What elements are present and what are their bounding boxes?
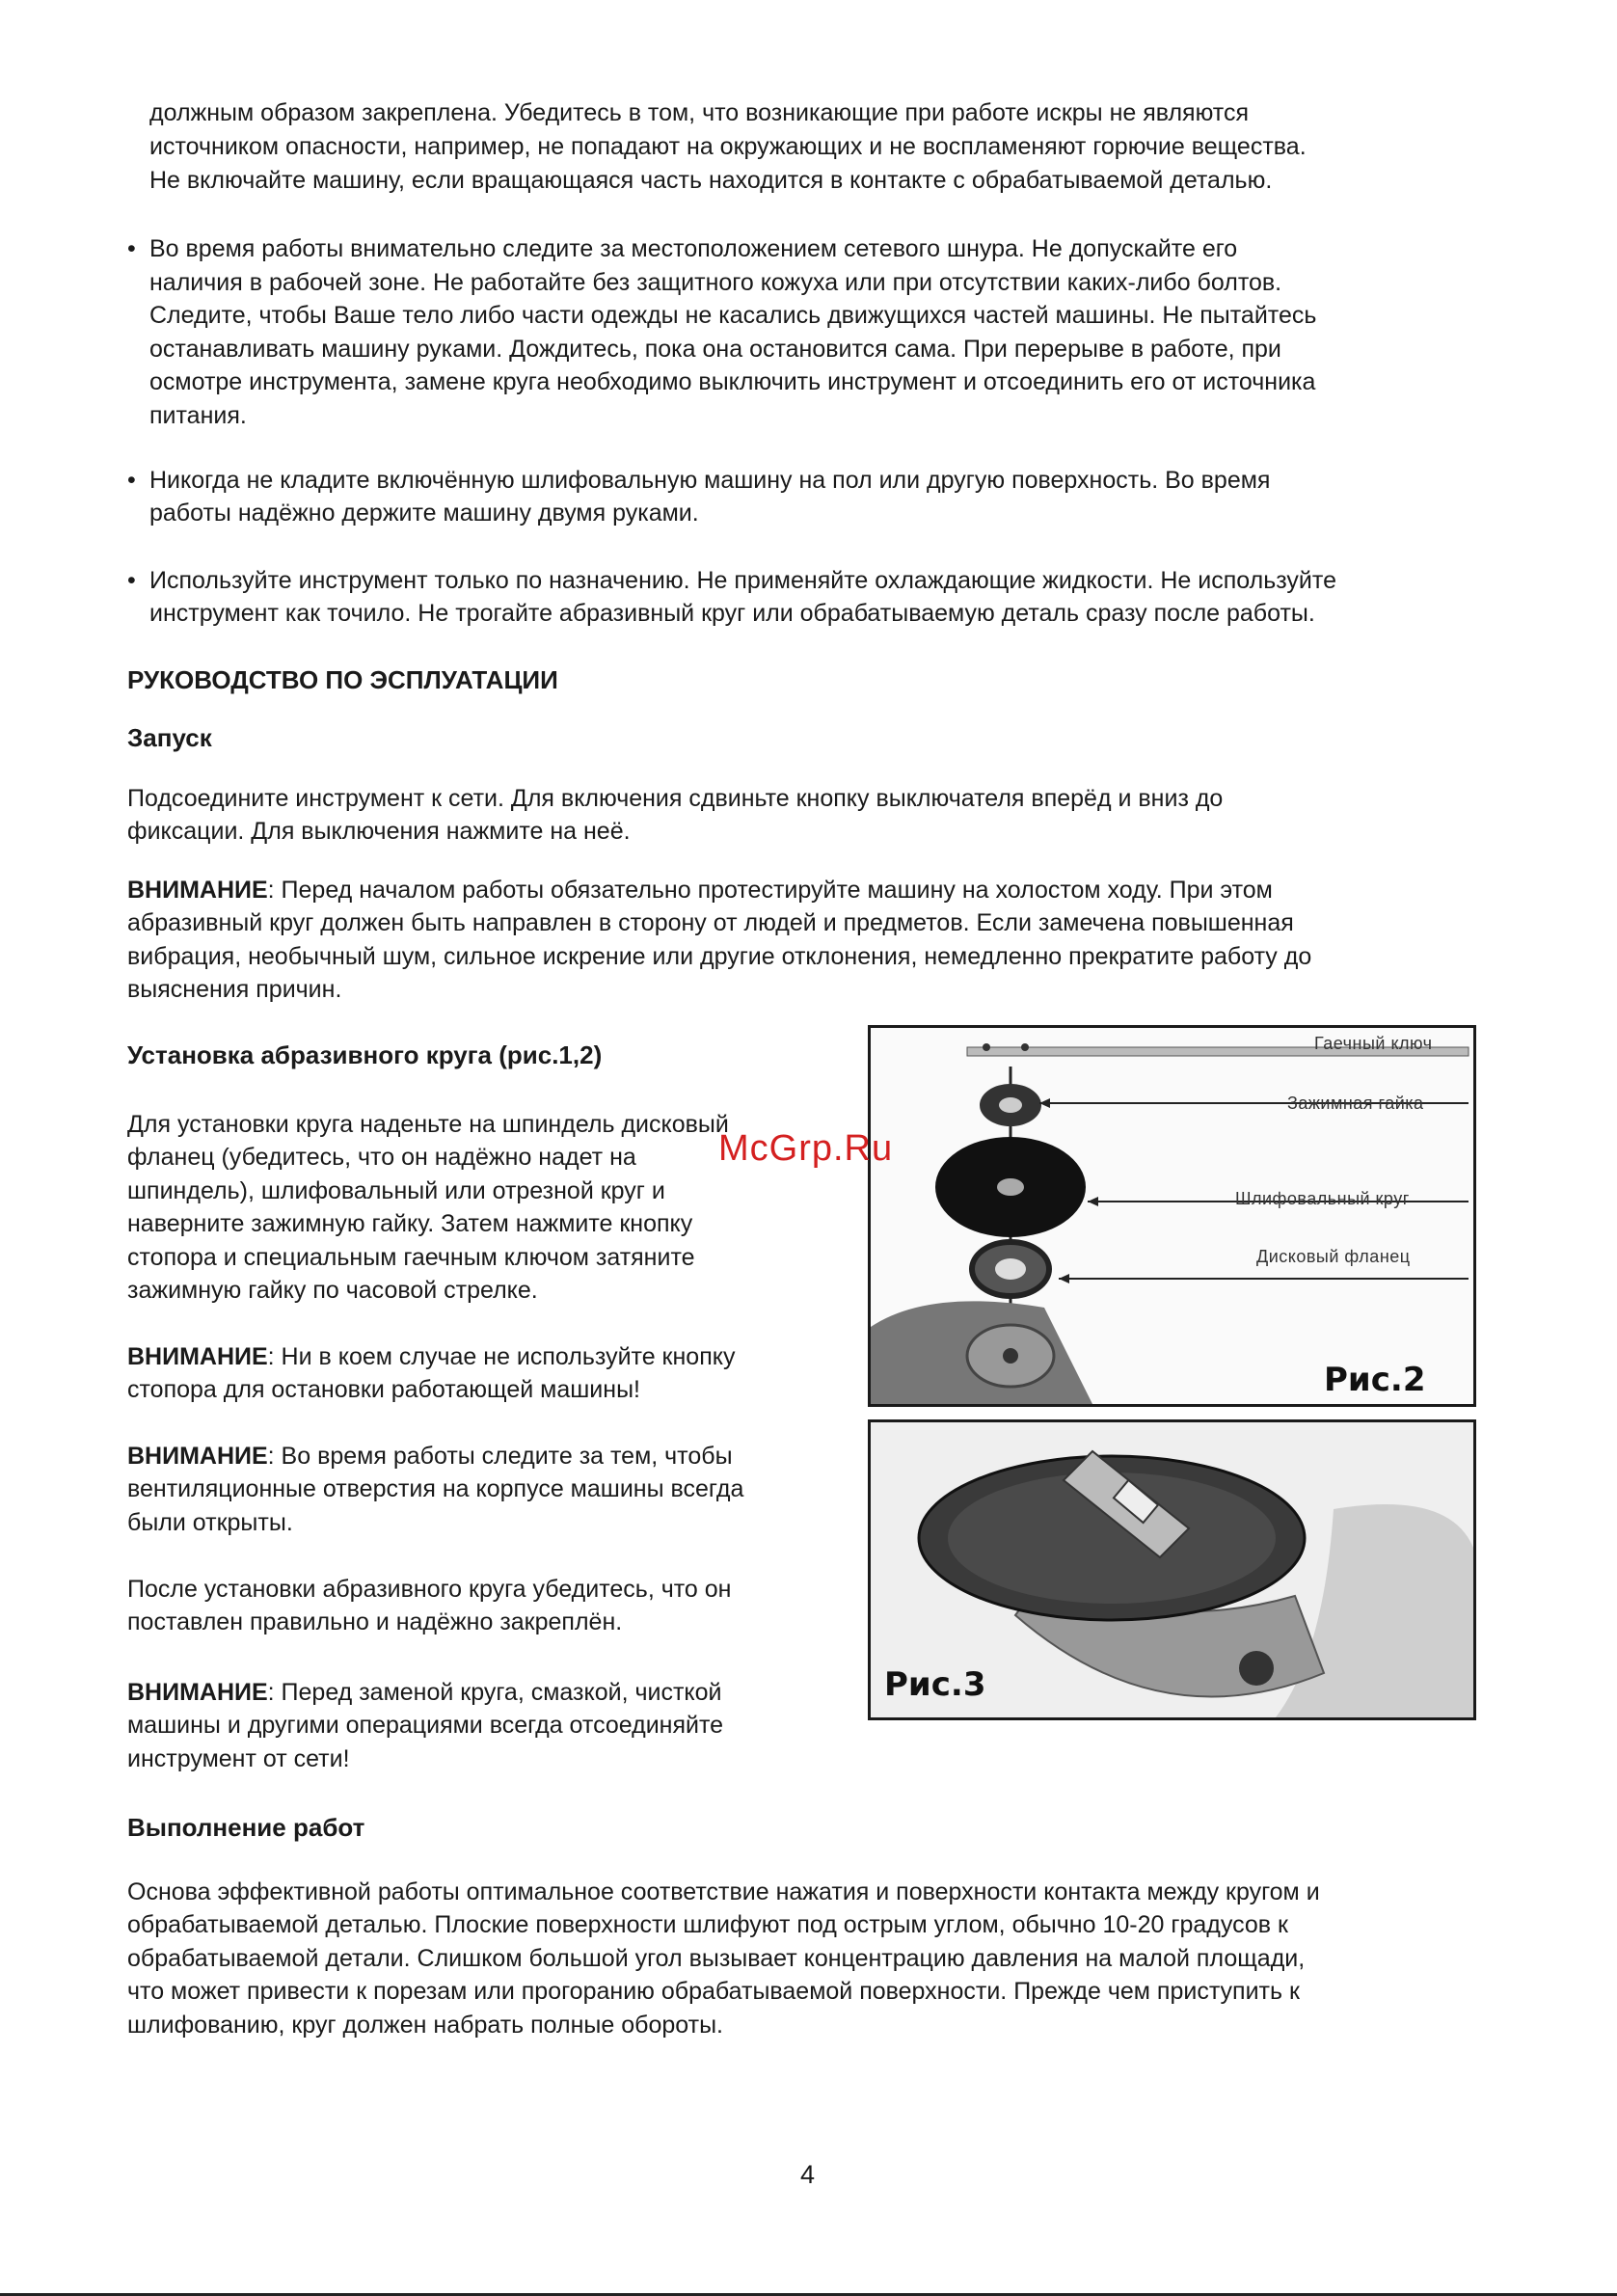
text-line: стопора для остановки работающей машины! bbox=[127, 1376, 640, 1403]
text-line: работы надёжно держите машину двумя руками. bbox=[149, 500, 699, 527]
subsection-title-start: Запуск bbox=[127, 723, 212, 752]
text-line: инструмент как точило. Не трогайте абразивный круг или обрабатываемую деталь сразу после работы. bbox=[149, 600, 1315, 627]
figure-2-illustration bbox=[871, 1028, 1473, 1404]
warning-label: ВНИМАНИЕ bbox=[127, 1343, 268, 1370]
text-line: зажимную гайку по часовой стрелке. bbox=[127, 1277, 538, 1304]
label-grinding-disc: Шлифовальный круг bbox=[1235, 1189, 1410, 1208]
warning-text: : Перед началом работы обязательно протестируйте машину на холостом ходу. При этом bbox=[267, 877, 1273, 904]
text-line: были открыты. bbox=[127, 1509, 293, 1536]
warning-paragraph bbox=[127, 1340, 822, 1374]
text-line: шпиндель), шлифовальный или отрезной круг и bbox=[127, 1177, 665, 1204]
text-line: источником опасности, например, не попадают на окружающих и не воспламеняют горючие вещества. bbox=[149, 133, 1307, 160]
warning-text: : Во время работы следите за тем, чтобы bbox=[267, 1443, 733, 1470]
subsection-title-install: Установка абразивного круга (рис.1,2) bbox=[127, 1040, 603, 1069]
text-line: обрабатываемой деталью. Плоские поверхности шлифуют под острым углом, обычно 10-20 градусов к bbox=[127, 1911, 1288, 1938]
warning-text: : Ни в коем случае не используйте кнопку bbox=[267, 1343, 736, 1370]
figure-3-caption: Рис.3 bbox=[884, 1665, 986, 1704]
text-line: машины и другими операциями всегда отсоединяйте bbox=[127, 1712, 724, 1739]
warning-label: ВНИМАНИЕ bbox=[127, 1679, 268, 1706]
label-disc-flange: Дисковый фланец bbox=[1256, 1247, 1411, 1266]
text-line: Во время работы внимательно следите за местоположением сетевого шнура. Не допускайте его bbox=[149, 235, 1238, 262]
section-title: РУКОВОДСТВО ПО ЭСПЛУАТАЦИИ bbox=[127, 665, 558, 694]
bullet-marker: • bbox=[127, 467, 136, 494]
text-line: Для установки круга наденьте на шпиндель дисковый bbox=[127, 1111, 729, 1138]
text-line: фиксации. Для выключения нажмите на неё. bbox=[127, 818, 631, 845]
warning-paragraph bbox=[127, 1440, 822, 1473]
text-line: инструмент от сети! bbox=[127, 1745, 350, 1772]
text-line: обрабатываемой детали. Слишком большой угол вызывает концентрацию давления на малой площади, bbox=[127, 1945, 1306, 1972]
warning-paragraph bbox=[127, 1676, 822, 1710]
text-line: вентиляционные отверстия на корпусе машины всегда bbox=[127, 1475, 744, 1502]
figure-3 bbox=[868, 1419, 1476, 1720]
watermark: McGrp.Ru bbox=[718, 1128, 894, 1169]
text-line: абразивный круг должен быть направлен в сторону от людей и предметов. Если замечена повышенная bbox=[127, 909, 1294, 936]
warning-label: ВНИМАНИЕ bbox=[127, 877, 268, 904]
text-line: поставлен правильно и надёжно закреплён. bbox=[127, 1608, 623, 1635]
text-line: Никогда не кладите включённую шлифовальную машину на пол или другую поверхность. Во время bbox=[149, 467, 1271, 494]
warning-paragraph bbox=[127, 874, 1496, 907]
warning-label: ВНИМАНИЕ bbox=[127, 1443, 268, 1470]
text-line: фланец (убедитесь, что он надёжно надет на bbox=[127, 1144, 636, 1171]
text-line: шлифованию, круг должен набрать полные обороты. bbox=[127, 2012, 723, 2039]
text-line: Следите, чтобы Ваше тело либо части одежды не касались движущихся частей машины. Не пытайтесь bbox=[149, 302, 1317, 329]
text-line: Основа эффективной работы оптимальное соответствие нажатия и поверхности контакта между кругом и bbox=[127, 1878, 1320, 1905]
text-line: что может привести к порезам или прогоранию обрабатываемой поверхности. Прежде чем приступить к bbox=[127, 1978, 1300, 2005]
text-line: осмотре инструмента, замене круга необходимо выключить инструмент и отсоединить его от источника bbox=[149, 368, 1316, 395]
warning-text: : Перед заменой круга, смазкой, чисткой bbox=[267, 1679, 722, 1706]
figure-2 bbox=[868, 1025, 1476, 1407]
text-line: останавливать машину руками. Дождитесь, пока она остановится сама. При перерыве в работе, при bbox=[149, 336, 1281, 363]
bullet-marker: • bbox=[127, 235, 136, 262]
page-number: 4 bbox=[800, 2160, 816, 2189]
text-line: стопора и специальным гаечным ключом затяните bbox=[127, 1244, 695, 1271]
text-line: Подсоедините инструмент к сети. Для включения сдвиньте кнопку выключателя вперёд и вниз до bbox=[127, 785, 1224, 812]
text-line: вибрация, необычный шум, сильное искрение или другие отклонения, немедленно прекратите работу до bbox=[127, 943, 1312, 970]
subsection-title-work: Выполнение работ bbox=[127, 1813, 365, 1842]
label-wrench: Гаечный ключ bbox=[1314, 1034, 1433, 1053]
text-line: Не включайте машину, если вращающаяся часть находится в контакте с обрабатываемой деталью. bbox=[149, 167, 1273, 194]
text-line: выяснения причин. bbox=[127, 976, 342, 1003]
text-line: После установки абразивного круга убедитесь, что он bbox=[127, 1576, 732, 1603]
text-line: питания. bbox=[149, 402, 247, 429]
text-line: наличия в рабочей зоне. Не работайте без защитного кожуха или при отсутствии каких-либо болтов. bbox=[149, 269, 1282, 296]
text-line: должным образом закреплена. Убедитесь в том, что возникающие при работе искры не являются bbox=[149, 99, 1250, 126]
figure-2-caption: Рис.2 bbox=[1324, 1361, 1426, 1399]
text-line: наверните зажимную гайку. Затем нажмите кнопку bbox=[127, 1210, 693, 1237]
label-clamping-nut: Зажимная гайка bbox=[1287, 1094, 1424, 1113]
text-line: Используйте инструмент только по назначению. Не применяйте охлаждающие жидкости. Не используйте bbox=[149, 567, 1336, 594]
bullet-marker: • bbox=[127, 567, 136, 594]
